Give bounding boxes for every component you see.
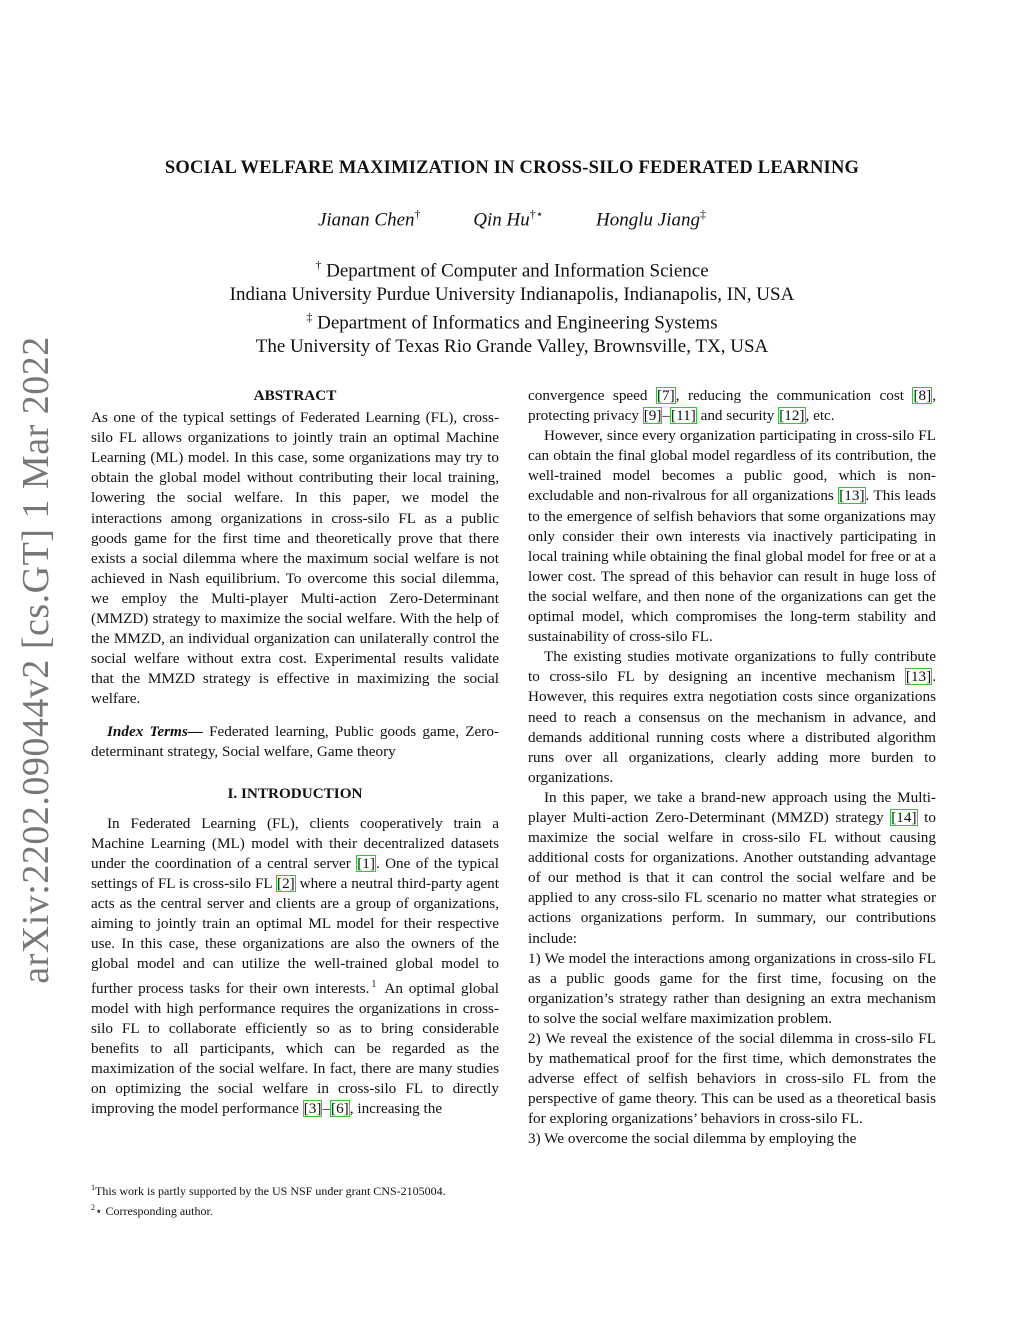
citation-link[interactable]: [1] — [357, 854, 375, 872]
affiliation-line: The University of Texas Rio Grande Valley, Brownsville, TX, USA — [255, 336, 769, 358]
citation-link[interactable]: [2] — [277, 875, 295, 893]
citation-link[interactable]: [3] — [303, 1100, 322, 1118]
author-list — [0, 207, 1024, 231]
author: Jianan Chen† — [317, 207, 421, 231]
author: Honglu Jiang‡ — [596, 207, 707, 231]
citation-link[interactable]: [8] — [913, 387, 932, 404]
citation-link[interactable]: [6] — [331, 1100, 349, 1118]
affiliations — [0, 254, 1024, 359]
arxiv-sidebar — [10, 336, 62, 984]
footnote: $^1$This work is partly supported by the US NSF under grant CNS-2105004. — [91, 1183, 446, 1198]
citation-link[interactable]: [7] — [656, 387, 675, 404]
index-terms-text: Federated learning, Public goods game, Zero-determinant strategy, Social welfare, Game theory — [91, 722, 499, 760]
affiliation-line: † Department of Computer and Information Science — [315, 258, 709, 282]
body-paragraph: convergence speed [7], reducing the communication cost [8], protecting privacy [9]–[11] and security [12], etc. — [528, 387, 936, 425]
left-column — [91, 386, 499, 1119]
footnote: $^2$⋆ Corresponding author. — [91, 1202, 213, 1218]
contribution-item: 3) We overcome the social dilemma by employing the — [528, 1130, 857, 1148]
citation-link[interactable]: [12] — [779, 407, 805, 425]
footnote-marker: 1 — [371, 978, 377, 990]
intro-paragraph: In Federated Learning (FL), clients cooperatively train a Machine Learning (ML) model with their decentralized datasets under the coordination of a central server [1]. One of the typical settings of FL is cross-silo FL [2] where a neutral third-party agent acts as the central server and clients are a group of organizations, aiming to jointly train an optimal ML model for their respective use. In this case, these organizations are also the owners of the global model and can utilize the well-trained global model to further process tasks for their own interests. $^1$ An optimal global model with high performance requires the organizations in cross-silo FL to collaborate efficiently so as to bring considerable benefits to all participants, which can be regarded as the maximization of the social welfare. In fact, there are many studies on optimizing the social welfare in cross-silo FL to directly improving the model performance [3]–[6], increasing the — [91, 814, 500, 1118]
citation-link[interactable]: [11] — [671, 407, 696, 425]
index-terms — [91, 722, 499, 762]
contribution-item: 2) We reveal the existence of the social dilemma in cross-silo FL by mathematical proof for the first time, which demonstrates the adverse effect of selfish behaviors in cross-silo FL from the perspective of game theory. This can be used as a theoretical basis for exploring organizations’ behaviors in cross-silo FL. — [528, 1030, 936, 1128]
citation-link[interactable]: [13] — [905, 668, 932, 686]
right-column — [528, 386, 936, 1150]
affiliation-line: Indiana University Purdue University Indianapolis, Indianapolis, IN, USA — [229, 283, 795, 305]
index-terms-label: Index Terms— — [107, 722, 203, 740]
body-paragraph: The existing studies motivate organizations to fully contribute to cross-silo FL by designing an incentive mechanism [13]. However, this requires extra negotiation costs since organizations need to reach a consensus on the mechanism in advance, and demands additional running costs where a distributed algorithm runs over all organizations, clearly adding more burden to organizations. — [528, 648, 936, 786]
affiliation-line: ‡ Department of Informatics and Engineering Systems — [306, 310, 718, 334]
footnotes — [91, 1180, 511, 1219]
citation-link[interactable]: [14] — [891, 808, 917, 826]
citation-link[interactable]: [9] — [643, 407, 662, 425]
contribution-item: 1) We model the interactions among organizations in cross-silo FL as a public goods game for the first time, focusing on the organization’s strategy rather than designing an extra mechanism to solve the social welfare maximization problem. — [528, 949, 936, 1027]
author: Qin Hu†⋆ — [473, 207, 544, 231]
arxiv-identifier: arXiv:2202.09044v2 [cs.GT] 1 Mar 2022 — [15, 336, 57, 984]
citation-link[interactable]: [13] — [839, 487, 865, 505]
abstract-text: As one of the typical settings of Federated Learning (FL), cross-silo FL allows organizations to jointly train an optimal Machine Learning (ML) model. In this case, some organizations may try to obtain the global model without contributing their local training, lowering the social welfare. In this paper, we model the interactions among organizations in cross-silo FL as a public goods game for the first time and theoretically prove that there exists a social dilemma where the maximum social welfare is not achieved in Nash equilibrium. To overcome this social dilemma, we employ the Multi-player Multi-action Zero-Determinant (MMZD) strategy to maximize the social welfare. With the help of the MMZD, an individual organization can unilaterally control the social welfare without extra cost. Experimental results validate that the MMZD strategy is effective in maximizing the social welfare. — [91, 409, 499, 708]
body-paragraph: However, since every organization participating in cross-silo FL can obtain the final global model regardless of its contribution, the well-trained model becomes a public good, which is non-excludable and non-rivalrous for all organizations [13]. This leads to the emergence of selfish behaviors that some organizations may only consider their own interests via inactively participating in local training while obtaining the final global model for free or at a lower cost. The spread of this behavior can result in huge loss of the social welfare, and then none of the organizations can get the optimal model, which compromises the long-term stability and sustainability of cross-silo FL. — [528, 427, 936, 646]
body-paragraph: In this paper, we take a brand-new approach using the Multi-player Multi-action Zero-Determinant (MMZD) strategy [14] to maximize the social welfare in cross-silo FL without causing additional costs for organizations. Another outstanding advantage of our method is that it can control the social welfare and be applied to any cross-silo FL scenario no matter what strategies or actions organizations perform. In summary, our contributions include: — [528, 788, 936, 947]
abstract-heading: ABSTRACT — [253, 387, 337, 404]
intro-heading: I. INTRODUCTION — [227, 784, 363, 802]
paper-title: SOCIAL WELFARE MAXIMIZATION IN CROSS-SILO FEDERATED LEARNING — [164, 158, 860, 178]
